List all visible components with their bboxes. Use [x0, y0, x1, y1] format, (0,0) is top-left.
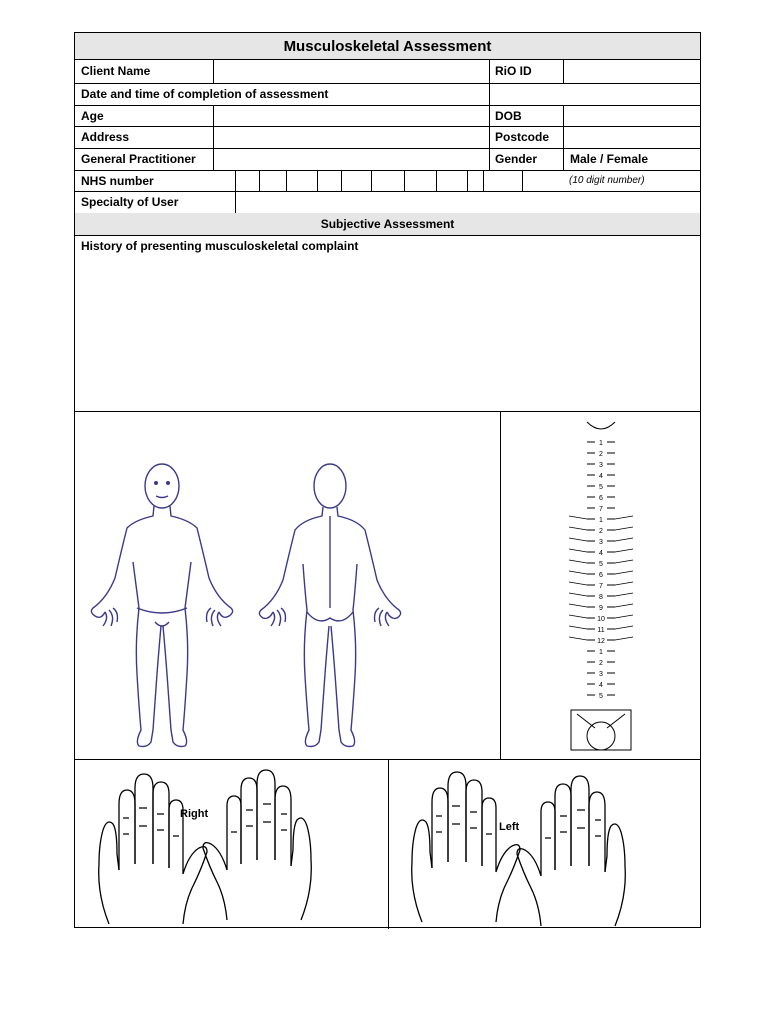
- right-hand-label: Right: [180, 808, 209, 820]
- rib-mark: [615, 560, 633, 563]
- age-field[interactable]: [214, 105, 489, 126]
- client-name-label: Client Name: [81, 64, 151, 78]
- vertebra-label: 2: [599, 528, 603, 535]
- rib-mark: [615, 615, 633, 618]
- vertebra-label: 8: [599, 594, 603, 601]
- left-palm-icon: [517, 776, 625, 926]
- address-label: Address: [81, 130, 130, 144]
- rio-id-label: RiO ID: [495, 64, 532, 78]
- vertebra-label: 10: [597, 616, 605, 623]
- dob-label: DOB: [495, 108, 522, 123]
- nhs-number-label: NHS number: [81, 173, 154, 188]
- gender-field[interactable]: Male / Female: [570, 152, 649, 166]
- gp-field[interactable]: [214, 148, 489, 170]
- nhs-digit-box[interactable]: [235, 170, 260, 191]
- rib-mark: [615, 549, 633, 552]
- vertebra-label: 5: [599, 561, 603, 568]
- vertebra-label: 2: [599, 451, 603, 458]
- age-label: Age: [81, 108, 104, 123]
- rib-mark: [615, 626, 633, 629]
- right-palm-icon: [99, 774, 207, 924]
- rib-mark: [615, 582, 633, 585]
- vertebra-label: 4: [599, 550, 603, 557]
- assessment-form: [74, 32, 701, 928]
- rib-mark: [615, 593, 633, 596]
- form-title: Musculoskeletal Assessment: [75, 33, 700, 59]
- vertebra-label: 12: [597, 638, 605, 645]
- specialty-field[interactable]: [236, 191, 701, 213]
- vertebra-label: 4: [599, 682, 603, 689]
- dob-field[interactable]: [564, 105, 701, 126]
- nhs-digit-box[interactable]: [260, 170, 287, 191]
- rio-id-field[interactable]: [564, 59, 701, 83]
- vertebra-label: 3: [599, 462, 603, 469]
- rib-mark: [569, 560, 587, 563]
- vertebra-label: 5: [599, 693, 603, 700]
- history-label: History of presenting musculoskeletal complaint: [81, 239, 359, 253]
- vertebra-label: 2: [599, 660, 603, 667]
- nhs-digit-box[interactable]: [372, 170, 405, 191]
- hand-charts[interactable]: [75, 760, 701, 928]
- rib-mark: [569, 571, 587, 574]
- nhs-digit-box[interactable]: [405, 170, 437, 191]
- body-charts[interactable]: [75, 412, 500, 758]
- vertebra-label: 6: [599, 572, 603, 579]
- rib-mark: [569, 615, 587, 618]
- vertebra-label: 1: [599, 517, 603, 524]
- rib-mark: [569, 527, 587, 530]
- rib-mark: [615, 516, 633, 519]
- rib-mark: [569, 516, 587, 519]
- rib-mark: [569, 637, 587, 640]
- left-back-icon: [412, 772, 520, 922]
- rib-mark: [569, 626, 587, 629]
- vertebra-label: 3: [599, 671, 603, 678]
- gender-label: Gender: [495, 152, 538, 166]
- left-hand-label: Left: [499, 821, 520, 833]
- vertebra-label: 11: [597, 627, 605, 634]
- nhs-digit-box[interactable]: [342, 170, 372, 191]
- postcode-label: Postcode: [495, 130, 550, 144]
- vertebra-label: 4: [599, 473, 603, 480]
- vertebra-label: 5: [599, 484, 603, 491]
- vertebra-label: 9: [599, 605, 603, 612]
- subjective-assessment-header: Subjective Assessment: [75, 213, 700, 235]
- address-field[interactable]: [214, 126, 489, 148]
- nhs-digit-box[interactable]: [484, 170, 523, 191]
- gp-label: General Practitioner: [81, 152, 196, 166]
- rib-mark: [615, 571, 633, 574]
- right-back-icon: [203, 770, 311, 920]
- nhs-number-boxes[interactable]: [235, 170, 523, 191]
- rib-mark: [615, 604, 633, 607]
- client-name-field[interactable]: [214, 59, 489, 83]
- rib-mark: [615, 538, 633, 541]
- rib-mark: [569, 538, 587, 541]
- body-chart-back-icon: [259, 464, 400, 747]
- rib-mark: [569, 582, 587, 585]
- nhs-number-hint: (10 digit number): [569, 175, 645, 186]
- vertebra-label: 3: [599, 539, 603, 546]
- rib-mark: [569, 593, 587, 596]
- nhs-digit-box[interactable]: [318, 170, 342, 191]
- spine-diagram-icon[interactable]: [501, 412, 701, 758]
- rib-mark: [615, 527, 633, 530]
- body-chart-front-icon: [91, 464, 232, 747]
- rib-mark: [615, 637, 633, 640]
- vertebra-label: 1: [599, 440, 603, 447]
- rib-mark: [569, 549, 587, 552]
- specialty-label: Specialty of User: [81, 195, 179, 209]
- vertebra-label: 1: [599, 649, 603, 656]
- skull-base-icon: [587, 422, 615, 429]
- vertebra-label: 7: [599, 583, 603, 590]
- nhs-digit-box[interactable]: [468, 170, 484, 191]
- rib-mark: [569, 604, 587, 607]
- vertebra-label: 7: [599, 506, 603, 513]
- vertebra-label: 6: [599, 495, 603, 502]
- date-time-field[interactable]: [490, 83, 701, 105]
- history-textarea[interactable]: [75, 257, 701, 411]
- postcode-field[interactable]: [564, 126, 701, 148]
- nhs-digit-box[interactable]: [287, 170, 318, 191]
- nhs-digit-box[interactable]: [437, 170, 468, 191]
- sacrum-icon: [571, 710, 631, 750]
- date-time-label: Date and time of completion of assessment: [81, 87, 329, 101]
